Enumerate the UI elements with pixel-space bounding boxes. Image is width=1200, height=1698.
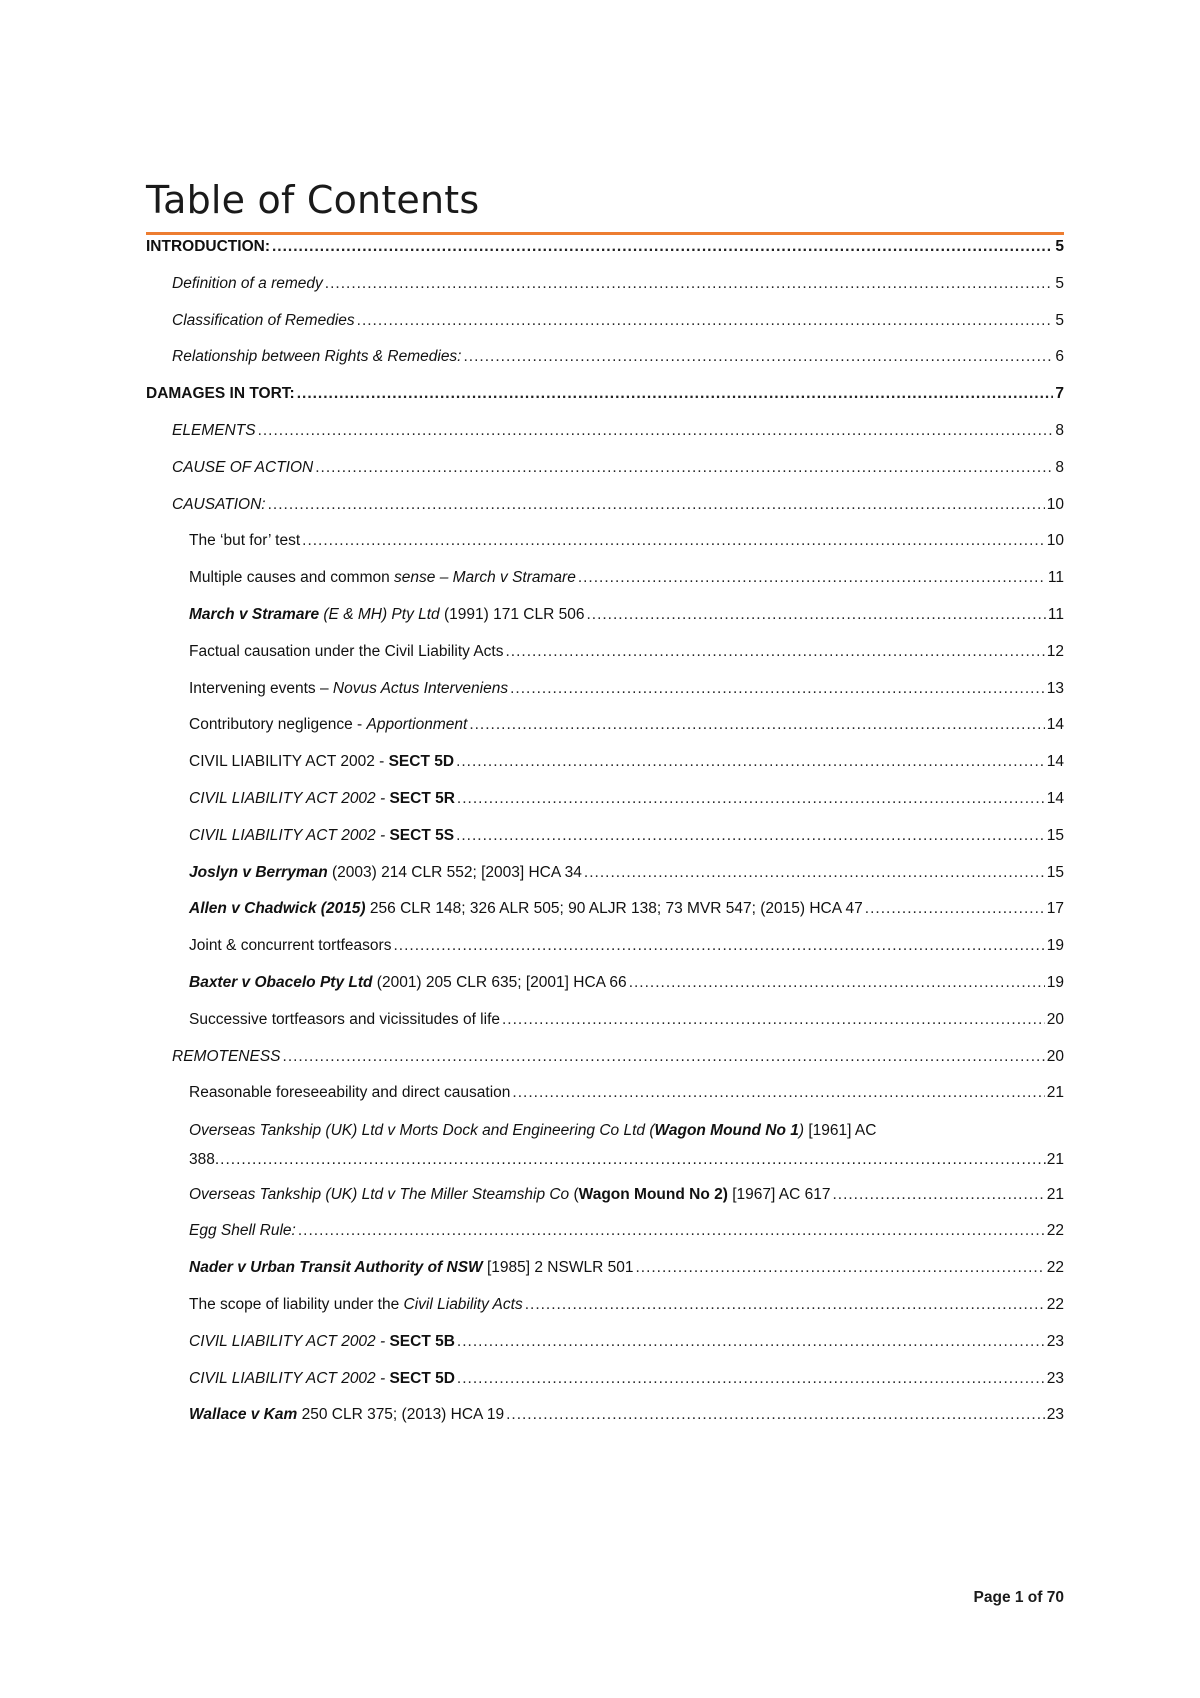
toc-page-number: 21 (1046, 1151, 1064, 1169)
toc-page-number: 5 (1055, 274, 1064, 292)
toc-entry-text-part: (E & MH) Pty Ltd (319, 606, 440, 623)
toc-entry-text-part: Wallace v Kam (189, 1406, 298, 1424)
toc-entry[interactable] (189, 568, 1064, 588)
dot-leader (457, 1332, 1045, 1352)
toc-entry-title (189, 568, 576, 588)
toc-page-number: 22 (1046, 1296, 1064, 1313)
toc-page-number: 21 (1046, 1185, 1064, 1203)
toc-entry-title (189, 1258, 633, 1278)
toc-page-number: 20 (1046, 1010, 1064, 1028)
toc-entry[interactable] (189, 1116, 1064, 1174)
toc-entry-text-part: ) (798, 1122, 809, 1140)
toc-entry-title (189, 973, 627, 993)
toc-entry[interactable] (189, 679, 1064, 699)
toc-entry-text-part: Apportionment (366, 716, 468, 734)
toc-entry-title (189, 826, 454, 846)
dot-leader (635, 1258, 1044, 1278)
toc-entry-text-part: Allen v Chadwick (2015) (189, 900, 366, 918)
heading-underline (146, 232, 1064, 235)
dot-leader (586, 605, 1045, 625)
toc-entry-text-part: CIVIL LIABILITY ACT 2002 - (189, 753, 389, 771)
toc-entry-text-part: Joslyn v Berryman (189, 863, 328, 881)
toc-entry-text-part: Factual causation under the Civil Liability Acts (189, 642, 504, 660)
toc-entry-title (189, 899, 863, 919)
dot-leader (578, 568, 1046, 588)
toc-entry[interactable] (146, 237, 1064, 257)
toc-entry-text-part: 250 CLR 375; (2013) HCA 19 (297, 1406, 505, 1424)
toc-entry[interactable] (189, 973, 1064, 993)
toc-entry-title (189, 863, 582, 883)
toc-entry-text-part: Nader v Urban Transit Authority of NSW (189, 1259, 483, 1277)
toc-entry-text-part: (2003) 214 CLR 552; [2003] HCA 34 (327, 863, 582, 881)
toc-entry[interactable] (189, 1185, 1064, 1205)
toc-entry[interactable] (172, 311, 1064, 331)
toc-page-number: 22 (1046, 1259, 1064, 1277)
toc-entry[interactable] (189, 531, 1064, 551)
toc-page-number: 23 (1046, 1369, 1064, 1387)
toc-entry-title (172, 274, 323, 294)
toc-entry-text-part: [1961] AC (808, 1122, 877, 1140)
toc-entry-text-part: ( (569, 1185, 579, 1203)
toc-entry-title (146, 384, 295, 404)
toc-entry-text-part: (1991) 171 CLR 506 (439, 606, 585, 623)
toc-entry[interactable] (172, 495, 1064, 515)
dot-leader (302, 531, 1045, 551)
toc-page-number: 13 (1046, 679, 1064, 697)
toc-entry[interactable] (189, 826, 1064, 846)
toc-entry[interactable] (172, 421, 1064, 441)
toc-entry-text-part: Successive tortfeasors and vicissitudes of life (189, 1010, 500, 1028)
toc-entry-text-part: SECT 5D (388, 753, 455, 771)
toc-entry-title (172, 458, 313, 478)
toc-entry-text-part: Baxter v Obacelo Pty Ltd (189, 974, 373, 991)
toc-entry-text-part: REMOTENESS (172, 1047, 281, 1065)
toc-page-number: 22 (1046, 1222, 1064, 1240)
toc-entry-text-part: Contributory negligence - (189, 716, 367, 734)
dot-leader (512, 1083, 1044, 1103)
dot-leader (832, 1185, 1044, 1205)
toc-entry-title (172, 311, 355, 331)
toc-entry-text-part: Wagon Mound No 2) (578, 1185, 728, 1203)
toc-page-number: 19 (1046, 937, 1064, 955)
toc-entry-text-part: CIVIL LIABILITY ACT 2002 - (189, 790, 390, 807)
toc-page-number: 6 (1055, 348, 1064, 366)
toc-entry-title (146, 237, 270, 257)
toc-entry[interactable] (189, 1258, 1064, 1278)
toc-entry-text-part: ELEMENTS (172, 422, 256, 439)
toc-page-number: 5 (1055, 238, 1064, 255)
toc-entry-title (189, 715, 467, 735)
toc-entry-title (189, 752, 454, 772)
toc-page-number: 10 (1046, 532, 1064, 550)
dot-leader (584, 863, 1045, 883)
toc-entry[interactable] (189, 899, 1064, 919)
toc-entry-text-part: Relationship between Rights & Remedies: (172, 348, 462, 366)
toc-entry[interactable] (189, 642, 1064, 662)
toc-entry-title (189, 605, 584, 625)
toc-page-number: 7 (1055, 385, 1064, 403)
dot-leader (297, 384, 1054, 404)
toc-entry-text-part: SECT 5B (389, 1332, 455, 1350)
toc-entry-text-part: Novus Actus Interveniens (332, 679, 509, 697)
toc-entry-title (172, 495, 266, 515)
dot-leader (357, 311, 1054, 331)
toc-page-number: 20 (1046, 1047, 1064, 1065)
toc-page-number: 11 (1047, 606, 1064, 623)
toc-entry-text-part: Multiple causes and common (189, 569, 395, 587)
dot-leader (268, 495, 1045, 515)
toc-entry-line2: 388 (189, 1151, 215, 1169)
toc-page-number: 19 (1046, 974, 1064, 991)
toc-entry-text-part: The ‘but for’ test (189, 532, 301, 550)
page-footer: Page 1 of 70 (973, 1589, 1064, 1606)
toc-entry-text-part: CAUSE OF ACTION (172, 458, 314, 476)
toc-entry-title (189, 679, 508, 699)
toc-entry-text-part: SECT 5D (389, 1369, 455, 1387)
toc-entry-text-part: sense – March v Stramare (394, 569, 576, 587)
toc-entry-text-part: (2001) 205 CLR 635; [2001] HCA 66 (372, 974, 627, 991)
dot-leader (325, 274, 1054, 294)
toc-entry-title (172, 347, 462, 367)
dot-leader (464, 347, 1054, 367)
toc-entry-text-part: [1967] AC 617 (727, 1185, 831, 1203)
toc-entry-text-part: SECT 5S (389, 826, 455, 844)
toc-page-number: 14 (1046, 790, 1064, 807)
toc-entry-title (189, 1185, 830, 1205)
toc-page-number: 8 (1055, 422, 1064, 439)
toc-entry-title (189, 1405, 504, 1425)
toc-page-number: 21 (1046, 1084, 1064, 1102)
dot-leader (865, 899, 1045, 919)
toc-entry-title (189, 1010, 500, 1030)
toc-entry-text-part: Joint & concurrent tortfeasors (189, 937, 392, 955)
toc-entry-title (189, 1221, 296, 1241)
toc-entry[interactable] (189, 1405, 1064, 1425)
toc-entry-text-part: March v Stramare (189, 606, 320, 623)
toc-entry[interactable] (189, 936, 1064, 956)
toc-entry[interactable] (189, 789, 1064, 809)
toc-entry[interactable] (189, 863, 1064, 883)
toc-entry[interactable] (189, 1332, 1064, 1352)
toc-entry-text-part: INTRODUCTION: (146, 238, 270, 255)
toc-page-number: 23 (1046, 1406, 1064, 1424)
toc-entry-text-part: The scope of liability under the (189, 1296, 404, 1313)
toc-page-number: 23 (1046, 1332, 1064, 1350)
toc-page-number: 17 (1046, 900, 1064, 918)
toc-entry-text-part: CIVIL LIABILITY ACT 2002 - (189, 826, 390, 844)
dot-leader (510, 679, 1045, 699)
toc-page-number: 12 (1046, 642, 1064, 660)
toc-entry[interactable] (189, 605, 1064, 625)
dot-leader (456, 826, 1045, 846)
toc-heading: Table of Contents (146, 178, 480, 222)
toc-page-number: 14 (1046, 716, 1064, 734)
toc-page-number: 8 (1055, 458, 1064, 476)
toc-entry[interactable] (189, 1369, 1064, 1389)
dot-leader (457, 789, 1045, 809)
toc-entry-text-part: 256 CLR 148; 326 ALR 505; 90 ALJR 138; 73 MVR 547; (2015) HCA 47 (365, 900, 863, 918)
dot-leader (469, 715, 1044, 735)
toc-entry[interactable] (172, 274, 1064, 294)
toc-entry[interactable] (172, 347, 1064, 367)
dot-leader (283, 1047, 1045, 1067)
dot-leader (457, 1369, 1045, 1389)
toc-entry[interactable] (189, 715, 1064, 735)
toc-entry-text-part: Intervening events – (189, 679, 333, 697)
toc-entry-text-part: Classification of Remedies (172, 311, 355, 329)
dot-leader (456, 752, 1045, 772)
toc-entry[interactable] (172, 1047, 1064, 1067)
toc-entry[interactable] (189, 1010, 1064, 1030)
toc-entry-title (172, 1047, 281, 1067)
toc-entry-text-part: CIVIL LIABILITY ACT 2002 - (189, 1332, 390, 1350)
toc-entry-title (172, 421, 256, 441)
dot-leader (315, 458, 1053, 478)
toc-entry-title (189, 789, 455, 809)
dot-leader (506, 1405, 1045, 1425)
toc-entry-title (189, 1332, 455, 1352)
toc-page-number: 14 (1046, 753, 1064, 771)
dot-leader (272, 237, 1053, 257)
dot-leader (525, 1295, 1045, 1315)
toc-entry-text-part: Reasonable foreseeability and direct causation (189, 1084, 511, 1102)
toc-entry-text-part: Egg Shell Rule: (189, 1222, 296, 1240)
toc-entry[interactable] (189, 1083, 1064, 1103)
toc-entry[interactable] (189, 1295, 1064, 1315)
toc-entry-text-part: Definition of a remedy (172, 274, 323, 292)
toc-entry-text-part: SECT 5R (389, 790, 455, 807)
toc-entry[interactable] (146, 384, 1064, 404)
toc-entry[interactable] (172, 458, 1064, 478)
dot-leader (502, 1010, 1045, 1030)
dot-leader (298, 1221, 1045, 1241)
toc-entry[interactable] (189, 752, 1064, 772)
toc-entry-text-part: Civil Liability Acts (403, 1296, 523, 1313)
toc-entry-title (189, 936, 391, 956)
toc-entry[interactable] (189, 1221, 1064, 1241)
toc-entry-title (189, 642, 503, 662)
toc-entry-title (189, 1369, 455, 1389)
toc-entry-text-part: Overseas Tankship (UK) Ltd v Morts Dock and Engineering Co Ltd ( (189, 1122, 655, 1140)
toc-entry-text-part: CIVIL LIABILITY ACT 2002 - (189, 1369, 390, 1387)
toc-entry-text-part: CAUSATION: (172, 495, 266, 513)
toc-entry-text-part: [1985] 2 NSWLR 501 (482, 1259, 634, 1277)
dot-leader (393, 936, 1044, 956)
toc-entry-title (189, 1295, 523, 1315)
toc-entry-title (189, 531, 300, 551)
toc-entry-title (189, 1083, 510, 1103)
dot-leader (258, 421, 1054, 441)
toc-page-number: 10 (1046, 495, 1064, 513)
toc-page-number: 5 (1055, 311, 1064, 329)
toc-entry-line1 (189, 1116, 1064, 1145)
dot-leader (629, 973, 1045, 993)
toc-entry-text-part: DAMAGES IN TORT: (146, 385, 295, 403)
toc-entry-text-part: Wagon Mound No 1 (654, 1122, 799, 1140)
toc-entry-text-part: Overseas Tankship (UK) Ltd v The Miller Steamship Co (189, 1185, 570, 1203)
toc-page-number: 15 (1046, 826, 1064, 844)
toc-page-number: 11 (1047, 569, 1064, 587)
dot-leader (505, 642, 1044, 662)
dot-leader (215, 1145, 1047, 1174)
toc-page-number: 15 (1046, 863, 1064, 881)
